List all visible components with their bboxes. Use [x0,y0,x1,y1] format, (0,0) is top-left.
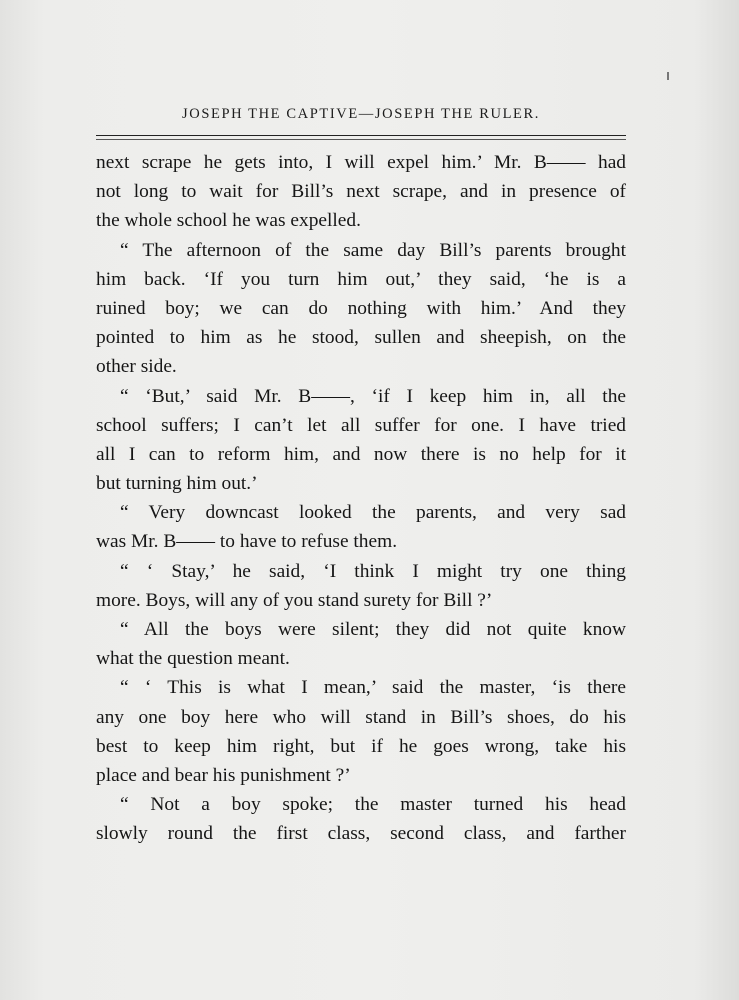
text-line: “ Very downcast looked the parents, and very sad [120,502,626,524]
text-line: what the question meant. [96,648,290,670]
text-line: him back. ‘If you turn him out,’ they said, ‘he is a [96,268,626,290]
header-rule-thin [96,139,626,140]
text-line: “ ‘But,’ said Mr. B——, ‘if I keep him in, all the [120,385,626,407]
text-line: “ All the boys were silent; they did not quite know [120,619,626,640]
text-line: but turning him out.’ [96,473,258,495]
body-text [96,148,626,849]
text-line: next scrape he gets into, I will expel him.’ Mr. B—— had [96,152,626,173]
text-line: all I can to reform him, and now there is no help for it [96,443,626,465]
text-line: more. Boys, will any of you stand surety for Bill ?’ [96,589,493,611]
header-rule [96,135,626,136]
text-line: not long to wait for Bill’s next scrape, and in presence of [96,181,626,203]
text-line: “ The afternoon of the same day Bill’s parents brought [120,239,626,261]
text-line: place and bear his punishment ?’ [96,764,351,786]
text-line: pointed to him as he stood, sullen and sheepish, on the [96,327,626,349]
text-line: “ ‘ This is what I mean,’ said the master, ‘is there [120,677,626,699]
text-line: was Mr. B—— to have to refuse them. [96,531,398,553]
text-line: slowly round the first class, second class, and farther [96,823,626,845]
running-header: JOSEPH THE CAPTIVE—JOSEPH THE RULER. [182,106,540,122]
text-line: school suffers; I can’t let all suffer for one. I have tried [96,414,626,436]
text-line: “ ‘ Stay,’ he said, ‘I think I might try one thing [120,560,626,582]
text-line: other side. [96,356,177,378]
text-line: the whole school he was expelled. [96,210,361,232]
text-line: “ Not a boy spoke; the master turned his head [120,794,626,816]
text-line: ruined boy; we can do nothing with him.’ And they [96,297,626,319]
text-line: any one boy here who will stand in Bill’s shoes, do his [96,706,626,728]
page-blemish [667,72,669,80]
text-line: best to keep him right, but if he goes wrong, take his [96,735,626,757]
